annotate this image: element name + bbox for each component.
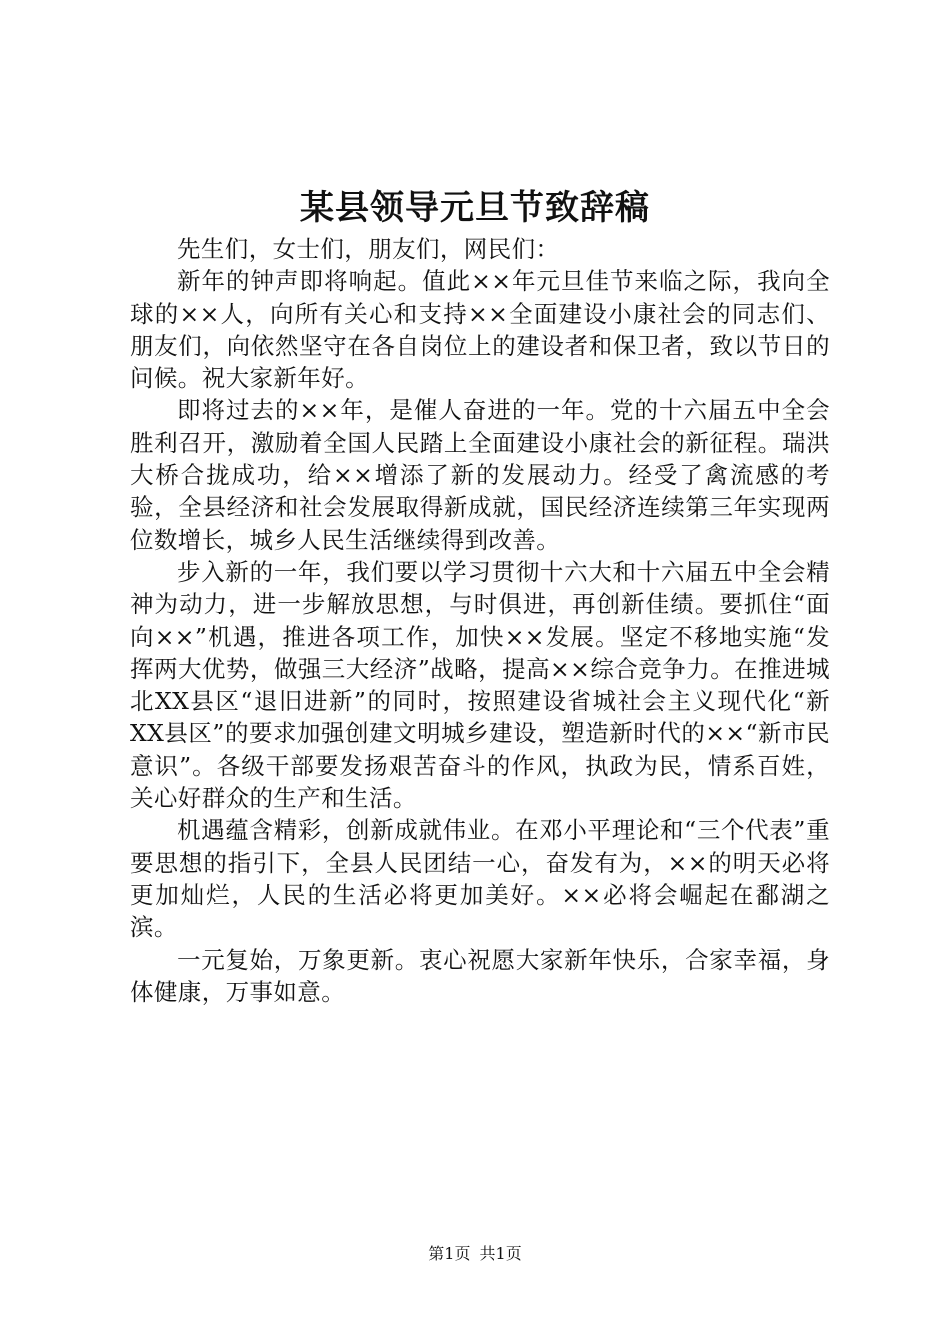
paragraph-past-year: 即将过去的××年，是催人奋进的一年。党的十六届五中全会胜利召开，激励着全国人民踏上全面建设小康社会的新征程。瑞洪大桥合拢成功，给××增添了新的发展动力。经受了禽流感的考验，全县经济和社会发展取得新成就，国民经济连续第三年实现两位数增长，城乡人民生活继续得到改善。 <box>130 396 830 554</box>
paragraph-wishes: 一元复始，万象更新。衷心祝愿大家新年快乐，合家幸福，身体健康，万事如意。 <box>130 945 830 1006</box>
paragraph-new-year-bell: 新年的钟声即将响起。值此××年元旦佳节来临之际，我向全球的××人，向所有关心和支持××全面建设小康社会的同志们、朋友们，向依然坚守在各自岗位上的建设者和保卫者，致以节日的问候。祝大家新年好。 <box>130 267 830 393</box>
paragraph-new-year-plans: 步入新的一年，我们要以学习贯彻十六大和十六届五中全会精神为动力，进一步解放思想，与时俱进，再创新佳绩。要抓住“面向××”机遇，推进各项工作，加快××发展。坚定不移地实施“发挥两大优势，做强三大经济”战略，提高××综合竞争力。在推进城北XX县区“退旧进新”的同时，按照建设省城社会主义现代化“新XX县区”的要求加强创建文明城乡建设，塑造新时代的××“新市民意识”。各级干部要发扬艰苦奋斗的作风，执政为民，情系百姓，关心好群众的生产和生活。 <box>130 557 830 813</box>
document-title: 某县领导元旦节致辞稿 <box>300 188 650 228</box>
paragraph-greeting: 先生们，女士们，朋友们，网民们： <box>177 235 560 263</box>
document-body <box>130 233 830 1008</box>
page-footer: 第1页 共1页 <box>428 1244 522 1263</box>
paragraph-opportunity: 机遇蕴含精彩，创新成就伟业。在邓小平理论和“三个代表”重要思想的指引下，全县人民团结一心，奋发有为，××的明天必将更加灿烂，人民的生活必将更加美好。××必将会崛起在鄱湖之滨。 <box>130 816 830 942</box>
